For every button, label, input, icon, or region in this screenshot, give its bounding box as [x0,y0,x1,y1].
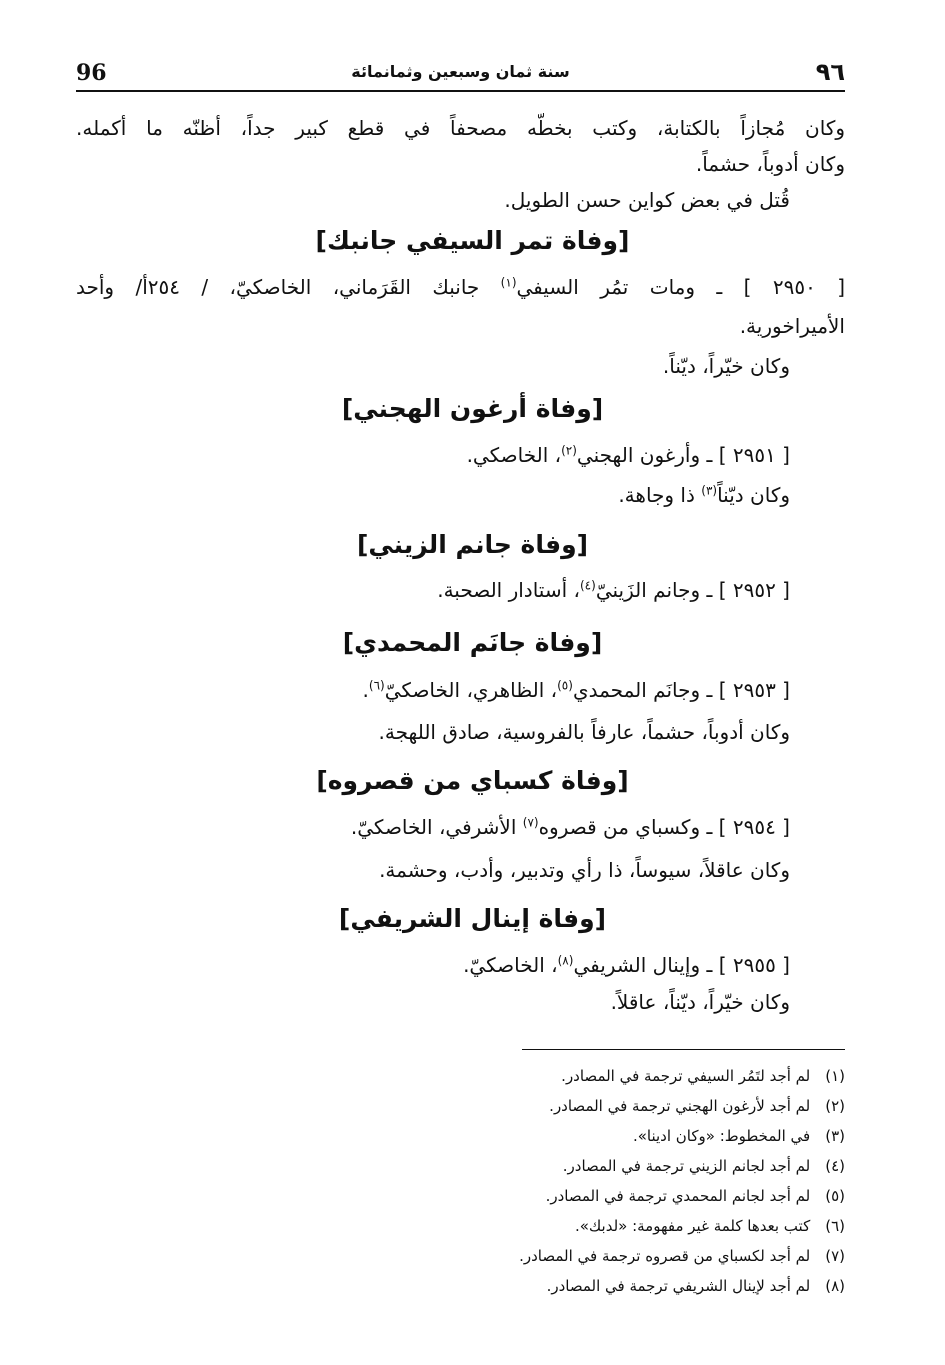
footnote-text: لم أجد لتَمُر السيفي ترجمة في المصادر. [561,1067,811,1085]
entry-text: جانبك القَرَماني، الخاصكيّ، / ٢٥٤أ/ وأحد [76,275,501,299]
footnote-ref: (٢) [561,443,577,458]
footnote-text: لم أجد لكسباي من قصروه ترجمة في المصادر. [519,1247,811,1265]
entry-2955 [463,951,790,979]
entry-text: [ ٢٩٥٠ ] ـ ومات تمُر السيفي [516,275,845,299]
entry-text: وكان ديّناً [717,483,790,507]
footnote-5 [546,1186,845,1206]
footnote-3 [633,1126,845,1146]
footnote-8 [547,1276,845,1296]
section-title-4: [وفاة جانَم المحمدي] [342,628,603,657]
footnote-6 [575,1216,845,1236]
entry-2953-desc: وكان أدوباً، حشماً، عارفاً بالفروسية، صادق اللهجة. [378,720,790,744]
footnote-ref: (٨) [557,953,574,968]
body-line-2: وكان أدوباً، حشماً. [695,152,845,176]
page-header [76,58,845,92]
footnote-number: (١) [825,1067,845,1085]
entry-text: [ ٢٩٥٣ ] ـ وجانَم المحمدي [572,678,790,702]
page-number-arabic: ٩٦ [815,58,845,86]
footnote-number: (٥) [825,1187,845,1205]
entry-text: ، الظاهري، الخاصكيّ [384,678,558,702]
footnote-number: (٢) [825,1097,845,1115]
entry-text: ، أستادار الصحبة. [437,578,580,602]
entry-2950-cont: الأميراخورية. [739,314,845,338]
section-title-6: [وفاة إينال الشريفي] [338,904,607,933]
entry-text: [ ٢٩٥٤ ] ـ وكسباي من قصروه [538,815,790,839]
body-line-1: وكان مُجازاً بالكتابة، وكتب بخطّه مصحفاً في قطع كبير جداً، أظنّه ما أكمله. [76,116,845,140]
footnote-text: في المخطوط: «وكان ادينا». [632,1127,811,1145]
entry-text: ، الخاصكي. [466,443,562,467]
section-title-1: [وفاة تمر السيفي جانبك] [315,226,630,255]
entry-text: الأشرفي، الخاصكيّ. [350,815,523,839]
entry-2954-desc: وكان عاقلاً، سيوساً، ذا رأي وتدبير، وأدب، وحشمة. [379,858,790,882]
body-line-3: قُتل في بعض كواين حسن الطويل. [504,188,790,212]
footnote-ref: (١) [500,275,517,290]
entry-2952 [437,576,790,604]
footnote-text: لم أجد لإينال الشريفي ترجمة في المصادر. [546,1277,811,1295]
footnote-number: (٣) [825,1127,845,1145]
entry-2951 [467,441,790,469]
entry-text: . [362,678,369,702]
entry-text: [ ٢٩٥١ ] ـ وأرغون الهجني [576,443,790,467]
footnote-text: لم أجد لجانم المحمدي ترجمة في المصادر. [545,1187,811,1205]
footnote-2 [549,1096,845,1116]
footnote-text: لم أجد لأرغون الهجني ترجمة في المصادر. [549,1097,811,1115]
section-title-5: [وفاة كسباي من قصروه] [316,766,629,795]
footnote-text: كتب بعدها كلمة غير مفهومة: «لدبك». [574,1217,811,1235]
footnote-ref: (٤) [579,578,596,593]
entry-2951-desc [618,481,790,509]
footnote-number: (٧) [825,1247,845,1265]
footnote-ref: (٦) [368,678,385,693]
entry-text: ، الخاصكيّ. [463,953,558,977]
page-number-latin: 96 [76,60,107,86]
footnote-ref: (٧) [522,815,539,830]
footnote-number: (٦) [825,1217,845,1235]
entry-2953 [363,676,790,704]
entry-2950-desc: وكان خيّراً، ديّناً. [662,354,790,378]
running-title: سنة ثمان وسبعين وثمانمائة [351,62,570,81]
footnote-number: (٤) [825,1157,845,1175]
entry-text: [ ٢٩٥٥ ] ـ وإينال الشريفي [573,953,790,977]
footnote-number: (٨) [825,1277,845,1295]
footnote-4 [563,1156,845,1176]
entry-2950 [76,273,845,301]
footnote-text: لم أجد لجانم الزيني ترجمة في المصادر. [562,1157,811,1175]
footnote-ref: (٥) [557,678,573,693]
section-title-2: [وفاة أرغون الهجني] [341,394,604,423]
entry-2955-desc: وكان خيّراً، ديّناً، عاقلاً. [610,990,790,1014]
footnote-ref: (٣) [701,483,718,498]
footnote-1 [561,1066,845,1086]
entry-text: [ ٢٩٥٢ ] ـ وجانم الزَينيّ [595,578,790,602]
entry-2954 [351,813,790,841]
footnote-separator [522,1049,845,1050]
entry-text: ذا وجاهة. [618,483,702,507]
footnote-7 [519,1246,845,1266]
section-title-3: [وفاة جانم الزيني] [356,530,589,559]
